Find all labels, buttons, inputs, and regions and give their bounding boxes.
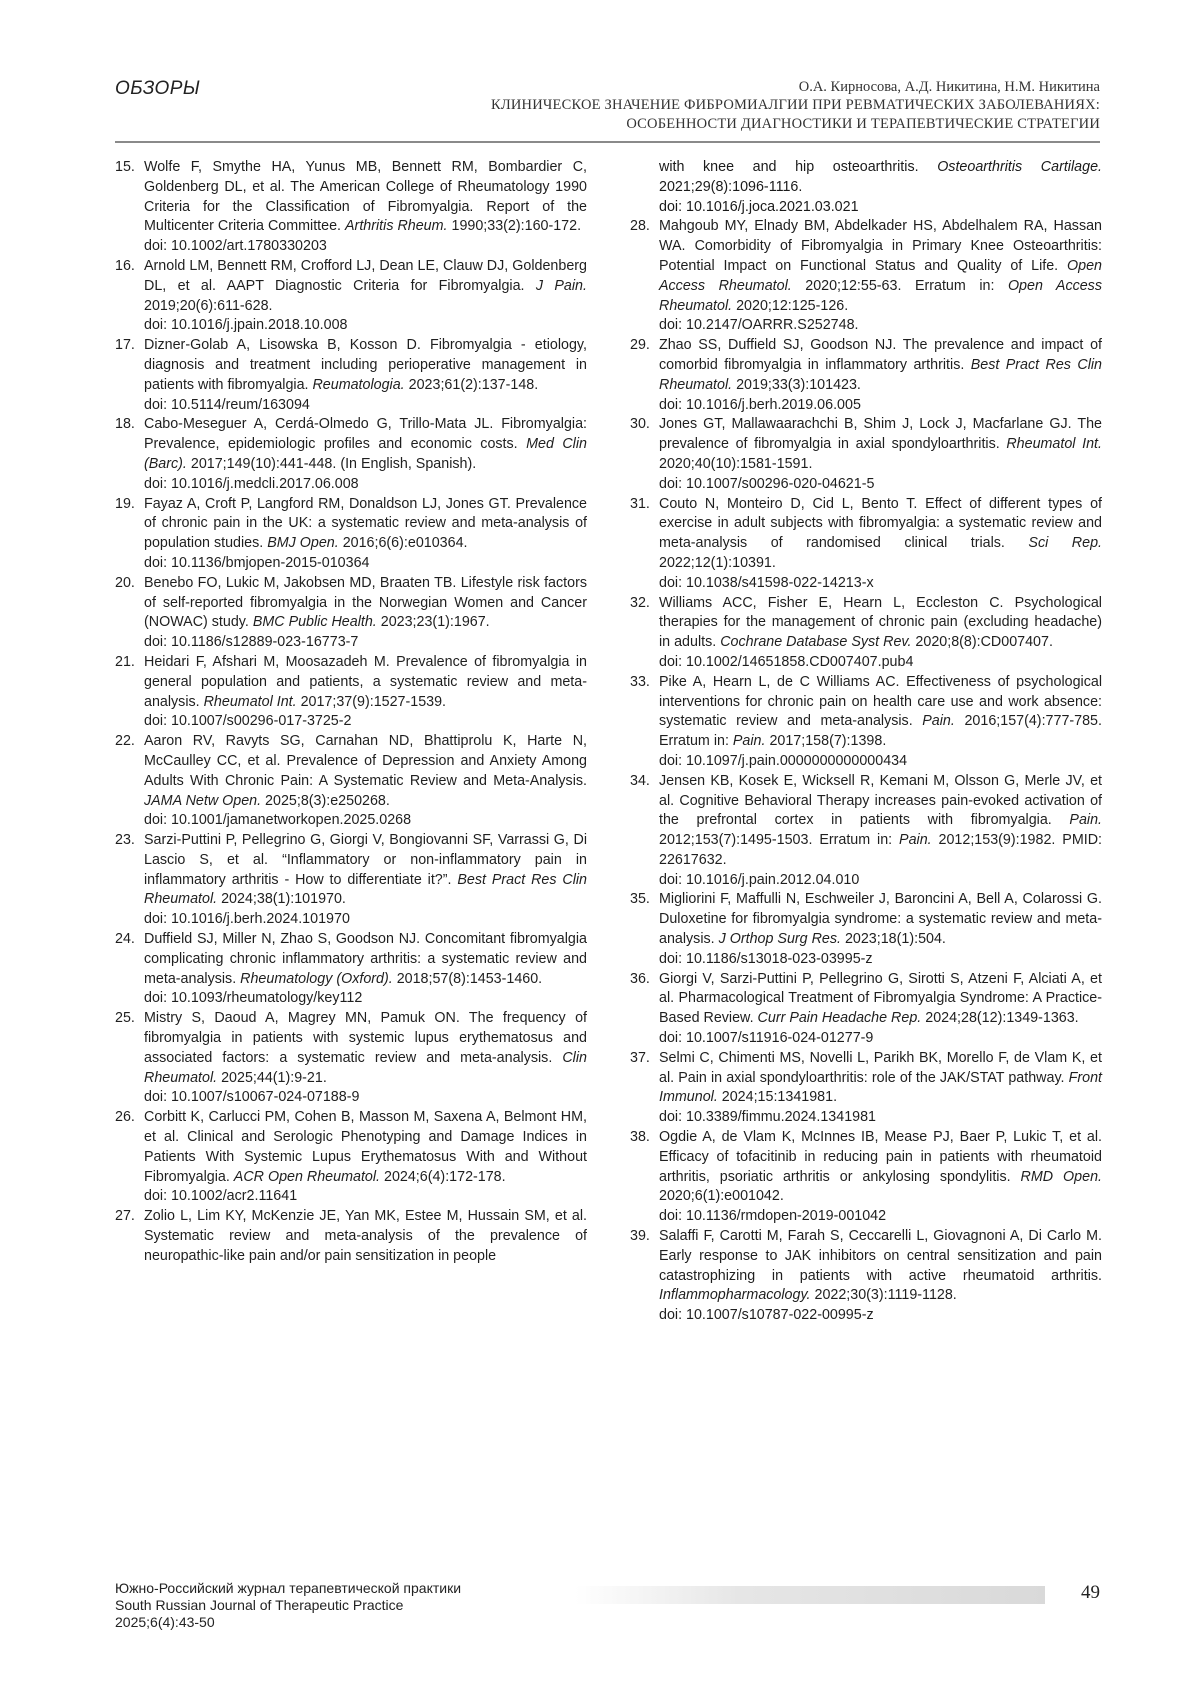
- reference-journal: RMD Open.: [1020, 1168, 1102, 1185]
- reference-details: 2024;15:1341981.: [717, 1089, 838, 1106]
- reference-details: 2017;149(10):441-448. (In English, Spanish).: [186, 455, 477, 472]
- reference-details: 2023;61(2):137-148.: [404, 376, 539, 393]
- reference-doi: doi: 10.1016/j.jpain.2018.10.008: [144, 317, 348, 334]
- reference-doi: doi: 10.1016/j.pain.2012.04.010: [659, 871, 860, 888]
- page-number: 49: [1081, 1582, 1100, 1603]
- reference-details: 1990;33(2):160-172.: [447, 218, 582, 235]
- reference-text: with knee and hip osteoarthritis.: [659, 159, 938, 175]
- reference-text: Jensen KB, Kosek E, Wicksell R, Kemani M, Olsson G, Merle JV, et al. Cognitive Behavioral Therapy increases pain-evoked activation of the prefrontal cortex in patients with fibromyalgia.: [659, 772, 1102, 829]
- reference-text: Mistry S, Daoud A, Magrey MN, Pamuk ON. The frequency of fibromyalgia in patients with systemic lupus erythematosus and associated factors: a systematic review and meta-analysis.: [144, 1010, 587, 1066]
- reference-number: 32.: [630, 594, 650, 611]
- reference-item: [630, 594, 1102, 673]
- reference-doi: doi: 10.1007/s00296-020-04621-5: [659, 475, 875, 492]
- reference-journal: Open Access Rheumatol.: [659, 257, 1102, 294]
- reference-doi: doi: 10.1097/j.pain.0000000000000434: [659, 752, 908, 769]
- reference-journal: Rheumatol Int.: [203, 693, 297, 710]
- reference-doi: doi: 10.1007/s00296-017-3725-2: [144, 713, 352, 730]
- reference-body: [659, 890, 1102, 969]
- reference-doi: doi: 10.1002/acr2.11641: [144, 1188, 298, 1205]
- reference-details: 2018;57(8):1453-1460.: [392, 970, 543, 987]
- reference-number: 20.: [115, 574, 135, 591]
- reference-details: 2017;37(9):1527-1539.: [296, 693, 447, 710]
- reference-text: Benebo FO, Lukic M, Jakobsen MD, Braaten TB. Lifestyle risk factors of self-reported fibromyalgia in the Norwegian Women and Cancer (NOWAC) study.: [144, 574, 587, 631]
- reference-item: [630, 1049, 1102, 1128]
- reference-details: 2023;18(1):504.: [840, 931, 946, 948]
- reference-number: 24.: [115, 931, 135, 948]
- reference-text: Zhao SS, Duffield SJ, Goodson NJ. The prevalence and impact of comorbid fibromyalgia in inflammatory arthritis.: [659, 337, 1102, 373]
- reference-body: [659, 336, 1102, 415]
- running-head: [491, 78, 1100, 134]
- reference-number: 26.: [115, 1109, 135, 1126]
- running-head-title-line2: ОСОБЕННОСТИ ДИАГНОСТИКИ И ТЕРАПЕВТИЧЕСКИЕ СТРАТЕГИИ: [626, 116, 1100, 132]
- reference-number: 23.: [115, 832, 135, 849]
- reference-details: 2022;12(1):10391.: [659, 554, 776, 571]
- reference-number: 39.: [630, 1228, 650, 1245]
- reference-body: [144, 1207, 587, 1266]
- reference-doi: doi: 10.1136/bmjopen-2015-010364: [144, 554, 370, 571]
- reference-body: [659, 970, 1102, 1049]
- reference-doi: doi: 10.3389/fimmu.2024.1341981: [659, 1109, 877, 1126]
- reference-doi: doi: 10.1186/s12889-023-16773-7: [144, 634, 359, 651]
- reference-body: [144, 336, 587, 415]
- reference-text: Zolio L, Lim KY, McKenzie JE, Yan MK, Estee M, Hussain SM, et al. Systematic review and meta-analysis of the prevalence of neuropathic-like pain and/or pain sensitization in people: [144, 1208, 587, 1264]
- reference-details: 2017;158(7):1398.: [765, 733, 887, 750]
- page-header: [115, 76, 1100, 140]
- reference-details: 2020;12:55-63. Erratum in:: [791, 277, 1008, 294]
- reference-item: [630, 890, 1102, 969]
- reference-item: [115, 257, 587, 336]
- reference-journal: Reumatologia.: [312, 376, 405, 393]
- reference-item: [630, 970, 1102, 1049]
- reference-details: 2020;6(1):e001042.: [659, 1188, 784, 1205]
- reference-number: 37.: [630, 1049, 650, 1066]
- reference-text: Wolfe F, Smythe HA, Yunus MB, Bennett RM, Bombardier C, Goldenberg DL, et al. The American College of Rheumatology 1990 Criteria for the Classification of Fibromyalgia. Report of the Multicenter Criteria Committee.: [144, 159, 587, 235]
- reference-item-continued: [630, 158, 1102, 217]
- reference-journal: Arthritis Rheum.: [345, 218, 448, 235]
- reference-details: 2025;8(3):e250268.: [261, 792, 390, 809]
- reference-number: 21.: [115, 653, 135, 670]
- reference-number: 28.: [630, 218, 650, 235]
- reference-text: Cabo-Meseguer A, Cerdá-Olmedo G, Trillo-Mata JL. Fibromyalgia: Prevalence, epidemiologic profiles and economic costs.: [144, 416, 587, 453]
- reference-body: [144, 495, 587, 574]
- reference-doi: doi: 10.2147/OARRR.S252748.: [659, 317, 859, 334]
- reference-details: 2025;44(1):9-21.: [217, 1069, 327, 1086]
- reference-body: [144, 1009, 587, 1108]
- reference-doi: doi: 10.1136/rmdopen-2019-001042: [659, 1208, 887, 1225]
- reference-item: [630, 1227, 1102, 1326]
- reference-doi: doi: 10.5114/reum/163094: [144, 396, 310, 413]
- references-list: [115, 158, 1100, 1408]
- reference-text: Arnold LM, Bennett RM, Crofford LJ, Dean LE, Clauw DJ, Goldenberg DL, et al. AAPT Diagnostic Criteria for Fibromyalgia.: [144, 257, 587, 294]
- reference-text: Aaron RV, Ravyts SG, Carnahan ND, Bhattiprolu K, Harte N, McCaulley CC, et al. Prevalence of Depression and Anxiety Among Adults With Chronic Pain: A Systematic Review and Meta-Analysis.: [144, 733, 587, 789]
- reference-text: Migliorini F, Maffulli N, Eschweiler J, Baroncini A, Bell A, Colarossi G. Duloxetine for fibromyalgia syndrome: a systematic review and meta-analysis.: [659, 891, 1102, 948]
- reference-body: [144, 257, 587, 336]
- reference-body: [659, 1049, 1102, 1128]
- reference-text: Fayaz A, Croft P, Langford RM, Donaldson LJ, Jones GT. Prevalence of chronic pain in the UK: a systematic review and meta-analysis of population studies.: [144, 495, 587, 552]
- reference-item: [115, 732, 587, 831]
- reference-body: [144, 653, 587, 732]
- reference-details: 2020;8(8):CD007407.: [911, 634, 1053, 651]
- reference-number: 38.: [630, 1129, 650, 1146]
- reference-item: [630, 336, 1102, 415]
- reference-doi: doi: 10.1016/j.medcli.2017.06.008: [144, 475, 359, 492]
- reference-details: 2019;20(6):611-628.: [144, 297, 273, 314]
- reference-item: [115, 495, 587, 574]
- reference-journal: Open Access Rheumatol.: [659, 277, 1102, 314]
- reference-details: 2023;23(1):1967.: [376, 614, 490, 631]
- reference-journal: JAMA Netw Open.: [144, 792, 262, 809]
- reference-item: [115, 336, 587, 415]
- reference-details: 2024;28(12):1349-1363.: [921, 1010, 1079, 1027]
- reference-text: Giorgi V, Sarzi-Puttini P, Pellegrino G, Sirotti S, Atzeni F, Alciati A, et al. Pharmacological Treatment of Fibromyalgia Syndrome: A Practice-Based Review.: [659, 970, 1102, 1027]
- reference-body: [659, 1227, 1102, 1326]
- reference-journal: Rheumatol Int.: [1006, 436, 1102, 453]
- reference-number: 18.: [115, 416, 135, 433]
- reference-body: [144, 158, 587, 257]
- reference-item: [115, 1108, 587, 1207]
- reference-number: 16.: [115, 257, 135, 274]
- reference-doi: doi: 10.1007/s10787-022-00995-z: [659, 1307, 874, 1324]
- reference-doi: doi: 10.1007/s10067-024-07188-9: [144, 1089, 360, 1106]
- reference-body: [659, 673, 1102, 772]
- running-head-authors: О.А. Кирносова, А.Д. Никитина, Н.М. Никитина: [798, 79, 1100, 95]
- reference-number: 31.: [630, 495, 650, 512]
- reference-details: 2012;153(7):1495-1503. Erratum in:: [659, 832, 900, 849]
- reference-number: 29.: [630, 337, 650, 354]
- header-divider: [115, 141, 1100, 143]
- reference-text: Williams ACC, Fisher E, Hearn L, Eccleston C. Psychological therapies for the management of chronic pain (excluding headache) in adults.: [659, 594, 1102, 651]
- reference-item: [115, 831, 587, 930]
- reference-number: 34.: [630, 772, 650, 789]
- reference-journal: Sci Rep.: [1028, 535, 1102, 552]
- reference-text: Couto N, Monteiro D, Cid L, Bento T. Effect of different types of exercise in adult subjects with fibromyalgia: a systematic review and meta-analysis of randomised clinical trials.: [659, 495, 1102, 552]
- reference-item: [115, 158, 587, 257]
- reference-number: 27.: [115, 1208, 135, 1225]
- reference-doi: doi: 10.1016/j.berh.2024.101970: [144, 911, 350, 928]
- reference-journal: Osteoarthritis Cartilage.: [937, 159, 1102, 175]
- reference-doi: doi: 10.1002/14651858.CD007407.pub4: [659, 653, 914, 670]
- reference-number: 19.: [115, 495, 135, 512]
- reference-journal: BMJ Open.: [267, 535, 339, 552]
- reference-item: [115, 1207, 587, 1266]
- reference-body: [659, 594, 1102, 673]
- reference-item: [630, 495, 1102, 594]
- reference-doi: doi: 10.1186/s13018-023-03995-z: [659, 950, 873, 967]
- reference-journal: Pain.: [899, 832, 932, 849]
- reference-journal: ACR Open Rheumatol.: [233, 1168, 381, 1185]
- reference-number: 30.: [630, 416, 650, 433]
- reference-text: Salaffi F, Carotti M, Farah S, Ceccarelli L, Giovagnoni A, Di Carlo M. Early response to JAK inhibitors on central sensitization and pain catastrophizing in patients with active rheumatoid arthritis.: [659, 1228, 1102, 1284]
- reference-body: [659, 495, 1102, 594]
- reference-doi: doi: 10.1016/j.joca.2021.03.021: [659, 198, 859, 215]
- reference-doi: doi: 10.1002/art.1780330203: [144, 238, 327, 255]
- reference-doi: doi: 10.1016/j.berh.2019.06.005: [659, 396, 861, 413]
- reference-journal: J Pain.: [535, 277, 587, 294]
- reference-body: [144, 732, 587, 831]
- reference-text: Heidari F, Afshari M, Moosazadeh M. Prevalence of fibromyalgia in general population and patients, a systematic review and meta-analysis.: [144, 653, 587, 710]
- reference-text: Corbitt K, Carlucci PM, Cohen B, Masson M, Saxena A, Belmont HM, et al. Clinical and Serologic Phenotyping and Damage Indices in Patients With Systemic Lupus Erythematosus With and Without Fibromyalgia.: [144, 1109, 587, 1185]
- footer-journal-en: South Russian Journal of Therapeutic Practice: [115, 1597, 404, 1613]
- left-column: [115, 158, 587, 1267]
- reference-journal: Med Clin (Barc).: [144, 436, 587, 472]
- reference-doi: doi: 10.1038/s41598-022-14213-x: [659, 574, 874, 591]
- reference-journal: Front Immunol.: [659, 1069, 1102, 1106]
- reference-details: 2020;40(10):1581-1591.: [659, 455, 813, 472]
- reference-item: [115, 653, 587, 732]
- reference-number: 17.: [115, 337, 135, 354]
- reference-details: 2021;29(8):1096-1116.: [659, 178, 803, 195]
- running-head-title-line1: КЛИНИЧЕСКОЕ ЗНАЧЕНИЕ ФИБРОМИАЛГИИ ПРИ РЕВМАТИЧЕСКИХ ЗАБОЛЕВАНИЯХ:: [490, 97, 1100, 113]
- reference-doi: doi: 10.1001/jamanetworkopen.2025.0268: [144, 812, 412, 829]
- reference-text: Mahgoub MY, Elnady BM, Abdelkader HS, Abdelhalem RA, Hassan WA. Comorbidity of Fibromyalgia in Primary Knee Osteoarthritis: Potential Impact on Functional Status and Quality of Life.: [659, 218, 1102, 274]
- reference-number: 36.: [630, 970, 650, 987]
- reference-doi: doi: 10.1093/rheumatology/key112: [144, 990, 363, 1007]
- reference-body: [659, 772, 1102, 891]
- reference-journal: J Orthop Surg Res.: [718, 931, 841, 948]
- reference-number: 33.: [630, 673, 650, 690]
- reference-item: [115, 415, 587, 494]
- reference-details: 2020;12:125-126.: [732, 297, 849, 314]
- footer-journal-info: [115, 1580, 461, 1631]
- reference-item: [630, 772, 1102, 891]
- reference-item: [630, 1128, 1102, 1227]
- reference-journal: Best Pract Res Clin Rheumatol.: [144, 871, 587, 908]
- reference-item: [630, 673, 1102, 772]
- reference-item: [115, 574, 587, 653]
- reference-journal: Cochrane Database Syst Rev.: [720, 634, 912, 651]
- reference-item: [630, 415, 1102, 494]
- reference-text: Dizner-Golab A, Lisowska B, Kosson D. Fibromyalgia - etiology, diagnosis and treatment including perioperative management in patients with fibromyalgia.: [144, 337, 587, 393]
- reference-body: [144, 574, 587, 653]
- reference-item: [630, 217, 1102, 336]
- reference-body: [144, 930, 587, 1009]
- reference-doi: doi: 10.1007/s11916-024-01277-9: [659, 1030, 874, 1047]
- reference-journal: Clin Rheumatol.: [144, 1049, 587, 1086]
- reference-journal: Pain.: [1069, 812, 1102, 829]
- reference-body: [659, 415, 1102, 494]
- reference-number: 25.: [115, 1010, 135, 1027]
- footer-decorative-bar: [575, 1586, 1045, 1604]
- reference-text: Duffield SJ, Miller N, Zhao S, Goodson NJ. Concomitant fibromyalgia complicating chronic inflammatory arthritis: a systematic review and meta-analysis.: [144, 931, 587, 987]
- right-column: [630, 158, 1102, 1326]
- reference-details: 2019;33(3):101423.: [732, 376, 861, 393]
- reference-item: [115, 1009, 587, 1108]
- reference-details: 2024;6(4):172-178.: [380, 1168, 506, 1185]
- reference-body: [659, 217, 1102, 336]
- reference-text: Jones GT, Mallawaarachchi B, Shim J, Lock J, Macfarlane GJ. The prevalence of fibromyalgia in axial spondyloarthritis.: [659, 416, 1102, 453]
- reference-details: 2012;153(9):1982. PMID: 22617632.: [659, 832, 1102, 868]
- reference-item: [115, 930, 587, 1009]
- reference-journal: Rheumatology (Oxford).: [240, 970, 393, 987]
- reference-number: 35.: [630, 891, 650, 908]
- reference-journal: Pain.: [922, 713, 955, 730]
- reference-details: 2022;30(3):1119-1128.: [810, 1287, 957, 1304]
- reference-text: Sarzi-Puttini P, Pellegrino G, Giorgi V, Bongiovanni SF, Varrassi G, Di Lascio S, et al. “Inflammatory or non-inflammatory pain in inflammatory arthritis - How to differentiate it?”.: [144, 832, 587, 888]
- reference-body: [144, 831, 587, 930]
- reference-journal: BMC Public Health.: [252, 614, 377, 631]
- reference-journal: Best Pract Res Clin Rheumatol.: [659, 356, 1102, 393]
- reference-journal: Curr Pain Headache Rep.: [757, 1010, 922, 1027]
- reference-body: [144, 415, 587, 494]
- reference-text: Selmi C, Chimenti MS, Novelli L, Parikh BK, Morello F, de Vlam K, et al. Pain in axial spondyloarthritis: role of the JAK/STAT pathway.: [659, 1049, 1102, 1086]
- reference-journal: Pain.: [732, 733, 766, 750]
- reference-journal: Inflammopharmacology.: [659, 1287, 811, 1304]
- reference-details: 2016;157(4):777-785. Erratum in:: [659, 713, 1102, 750]
- section-label: ОБЗОРЫ: [115, 78, 201, 99]
- reference-number: 22.: [115, 733, 135, 750]
- reference-body: [659, 1128, 1102, 1227]
- reference-text: Ogdie A, de Vlam K, McInnes IB, Mease PJ, Baer P, Lukic T, et al. Efficacy of tofacitinib in reducing pain in patients with rheumatoid arthritis, psoriatic arthritis or ankylosing spondylitis.: [659, 1129, 1102, 1185]
- reference-text: Pike A, Hearn L, de C Williams AC. Effectiveness of psychological interventions for chronic pain on health care use and work absence: systematic review and meta-analysis.: [659, 673, 1102, 730]
- reference-number: 15.: [115, 159, 135, 175]
- reference-details: 2024;38(1):101970.: [217, 891, 346, 908]
- reference-body: [144, 1108, 587, 1207]
- footer-citation: 2025;6(4):43-50: [115, 1614, 215, 1630]
- page-footer: [115, 1580, 1100, 1660]
- footer-journal-ru: Южно-Российский журнал терапевтической практики: [115, 1580, 462, 1596]
- reference-details: 2016;6(6):e010364.: [338, 535, 468, 552]
